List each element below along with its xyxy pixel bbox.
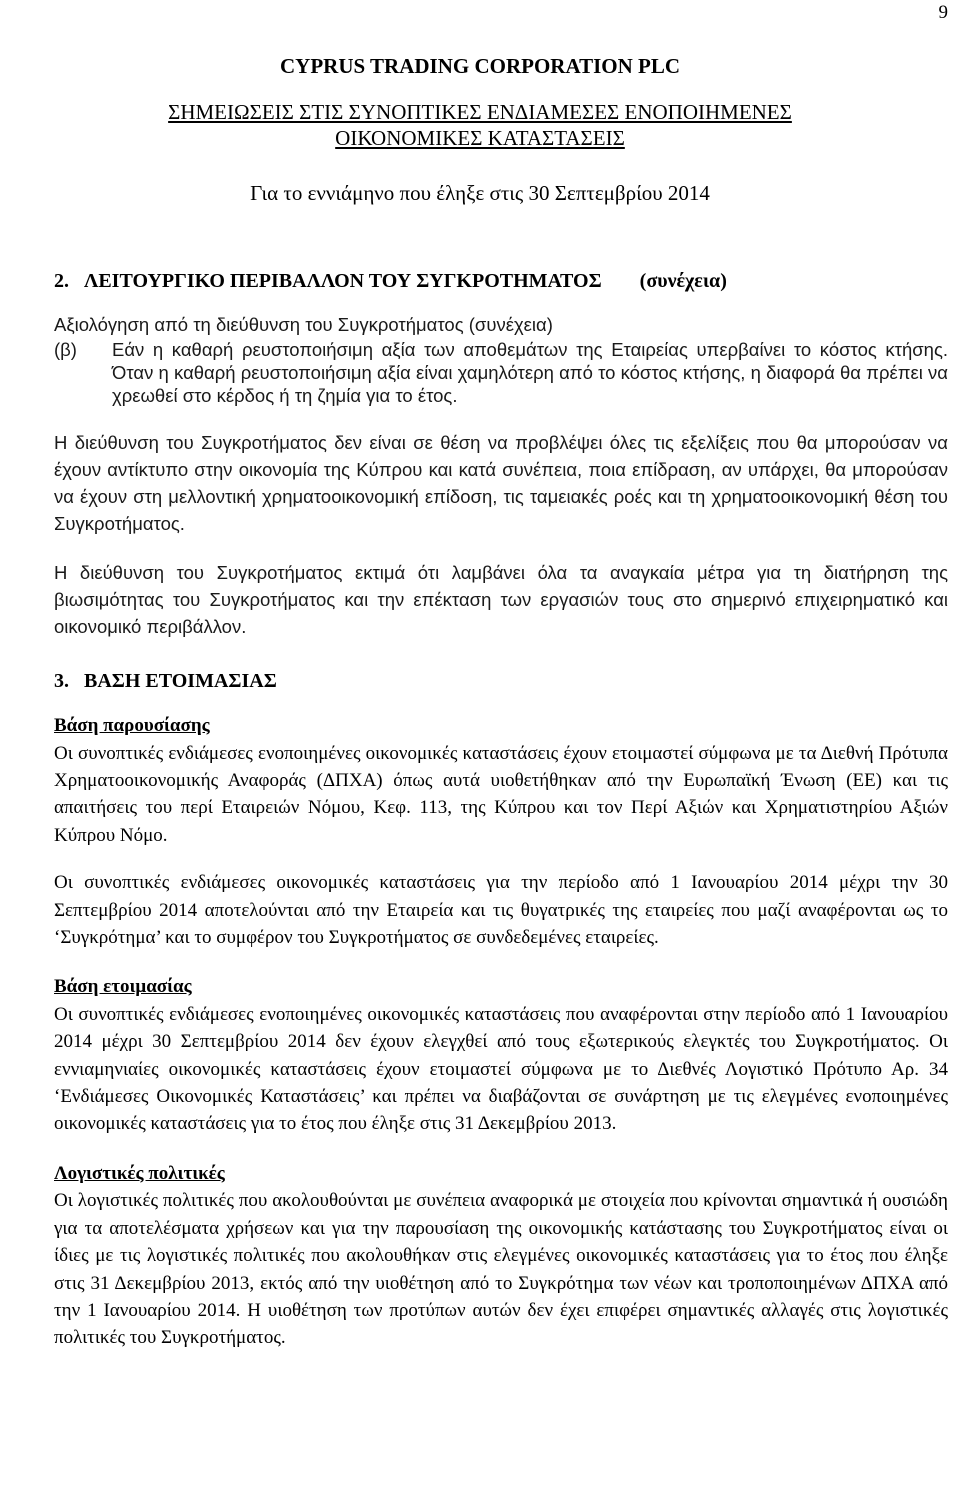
list-item-text: Εάν η καθαρή ρευστοποιήσιμη αξία των αποθεμάτων της Εταιρείας υπερβαίνει το κόστος κτήσης. Όταν η καθαρή ρευστοποιήσιμη αξία είναι χαμηλότερη από το κόστος κτήσης, η διαφορά θα πρέπει να χρεωθεί στο κέρδος ή τη ζημία για το έτος. [112,338,948,406]
section-2-number: 2. [54,270,69,292]
accounting-policies-heading: Λογιστικές πολιτικές [54,1162,225,1184]
paragraph: Η διεύθυνση του Συγκροτήματος δεν είναι σε θέση να προβλέψει όλες τις εξελίξεις που θα μπορούσαν να έχουν αντίκτυπο στην οικονομία της Κύπρου και κατά συνέπεια, ποια επίδραση, αν υπάρχει, θα μπορούσαν να έχουν στη μελλοντική χρηματοοικονομική επίδοση, τις ταμειακές ροές και τη χρηματοοικονομική θέση του Συγκροτήματος. [54,431,948,534]
paragraph: Οι συνοπτικές ενδιάμεσες οικονομικές καταστάσεις για την περίοδο από 1 Ιανουαρίου 2014 μέχρι την 30 Σεπτεμβρίου 2014 αποτελούνται από την Εταιρεία και τις θυγατρικές της εταιρείες που μαζί αναφέρονται ως το ‘Συγκρότημα’ και το συμφέρον του Συγκροτήματος σε συνδεδεμένες εταιρείες. [54,872,948,949]
paragraph: Οι συνοπτικές ενδιάμεσες ενοποιημένες οικονομικές καταστάσεις που αναφέρονται στην περίοδο από 1 Ιανουαρίου 2014 μέχρι 30 Σεπτεμβρίου 2014 δεν έχουν ελεγχθεί από τους εξωτερικούς ελεγκτές του Συγκροτήματος. Οι εννιαμηνιαίες οικονομικές καταστάσεις έχουν ετοιμαστεί σύμφωνα με το Διεθνές Λογιστικό Πρότυπο Αρ. 34 ‘Ενδιάμεσες Οικονομικές Καταστάσεις’ και πρέπει να διαβάζονται σε συνάρτηση με τις ελεγμένες ενοποιημένες οικονομικές καταστάσεις για το έτος που έληξε στις 31 Δεκεμβρίου 2013. [54,1003,948,1135]
document-body [54,268,948,1352]
section-3-title: ΒΑΣΗ ΕΤΟΙΜΑΣΙΑΣ [84,669,277,692]
page-number: 9 [938,2,948,23]
section-2-continued: (συνέχεια) [639,270,727,292]
document-header [0,54,960,206]
paragraph: Οι λογιστικές πολιτικές που ακολουθούνται με συνέπεια αναφορικά με στοιχεία που κρίνονται σημαντικά ή ουσιώδη για τα αποτελέσματα χρήσεων και για την παρουσίαση της οικονομικής κατάστασης του Συγκροτήματος είναι οι ίδιες με τις λογιστικές πολιτικές που ακολουθήκαν στις ελεγμένες οικονομικές καταστάσεις για το έτος που έληξε στις 31 Δεκεμβρίου 2013, εκτός από την υιοθέτηση από το Συγκρότημα των νέων και τροποποιημένων ΔΠΧΑ από την 1 Ιανουαρίου 2014. Η υιοθέτηση των προτύπων αυτών δεν έχει επιφέρει σημαντικές αλλαγές στις λογιστικές πολιτικές του Συγκροτήματος. [54,1190,948,1349]
company-name: CYPRUS TRADING CORPORATION PLC [280,54,680,78]
section-3-number: 3. [54,669,69,692]
paragraph: Η διεύθυνση του Συγκροτήματος εκτιμά ότι λαμβάνει όλα τα αναγκαία μέτρα για τη διατήρηση της βιωσιμότητας του Συγκροτήματος και την επέκταση των εργασιών τους στο σημερινό επιχειρηματικό και οικονομικό περιβάλλον. [54,561,948,637]
list-item-label: (β) [54,338,77,360]
notes-title-line2: ΟΙΚΟΝΟΜΙΚΕΣ ΚΑΤΑΣΤΑΣΕΙΣ [335,126,625,150]
section-3-heading [54,668,948,695]
management-assessment-subheading: Αξιολόγηση από τη διεύθυνση του Συγκροτήματος (συνέχεια) [54,313,553,335]
section-2-heading [54,268,948,295]
section-2-title: ΛΕΙΤΟΥΡΓΙΚΟ ΠΕΡΙΒΑΛΛΟΝ ΤΟΥ ΣΥΓΚΡΟΤΗΜΑΤΟΣ [84,270,602,292]
period-subtitle: Για το εννιάμηνο που έληξε στις 30 Σεπτεμβρίου 2014 [250,181,710,205]
presentation-basis-heading: Βάση παρουσίασης [54,715,210,737]
notes-title-line1: ΣΗΜΕΙΩΣΕΙΣ ΣΤΙΣ ΣΥΝΟΠΤΙΚΕΣ ΕΝΔΙΑΜΕΣΕΣ ΕΝΟΠΟΙΗΜΕΝΕΣ [168,100,792,124]
paragraph: Οι συνοπτικές ενδιάμεσες ενοποιημένες οικονομικές καταστάσεις έχουν ετοιμαστεί σύμφωνα με τα Διεθνή Πρότυπα Χρηματοοικονομικής Αναφοράς (ΔΠΧΑ) όπως αυτά υιοθετήθηκαν από την Ευρωπαϊκή Ένωση (ΕΕ) και τις απαιτήσεις του περί Εταιρειών Νόμου, Κεφ. 113, της Κύπρου και τον Περί Αξιών και Χρηματιστηρίου Αξιών Κύπρου Νόμο. [54,742,948,846]
list-item-b [54,338,948,407]
preparation-basis-heading: Βάση ετοιμασίας [54,976,192,998]
